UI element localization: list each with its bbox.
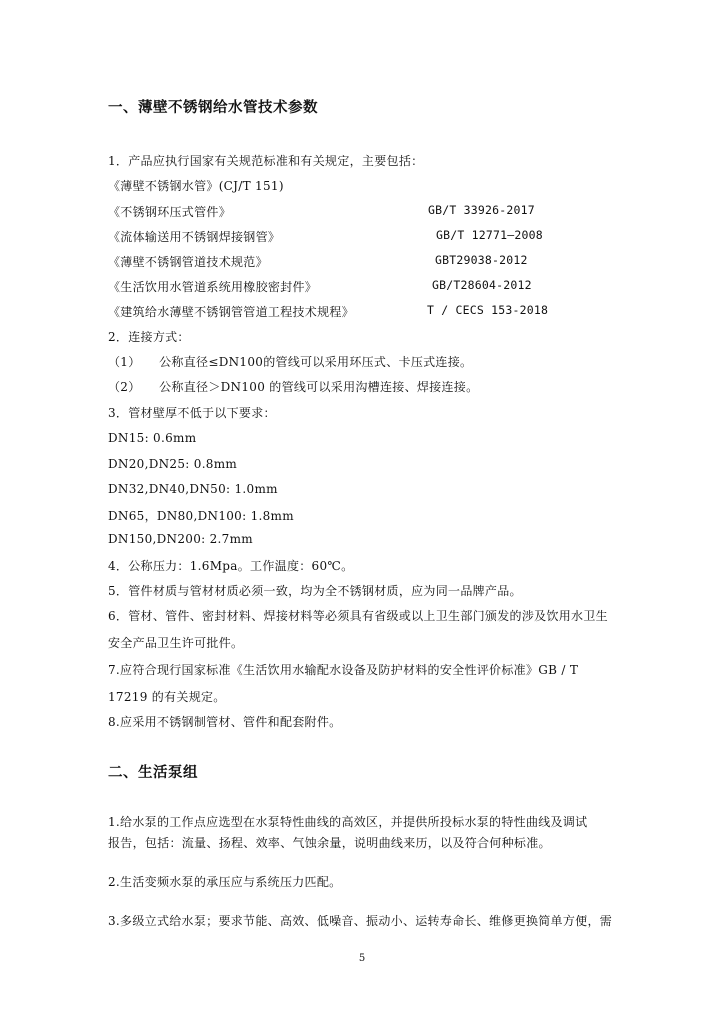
standard-name-6: 《建筑给水薄壁不锈钢管管道工程技术规程》 — [108, 305, 355, 319]
standard-name-3: 《流体输送用不锈钢焊接钢管》 — [108, 230, 281, 244]
standard-code-3: GB/T 12771—2008 — [436, 228, 543, 242]
item1-intro: 1．产品应执行国家有关规范标准和有关规定，主要包括： — [108, 154, 424, 168]
item7-line1: 7.应符合现行国家标准《生活饮用水输配水设备及防护材料的安全性评价标准》GB / T — [108, 663, 579, 677]
item5: 5．管件材质与管材材质必须一致，均为全不锈钢材质，应为同一品牌产品。 — [108, 584, 522, 598]
standard-name-2: 《不锈钢环压式管件》 — [108, 205, 232, 219]
pump-paragraph3: 3.多级立式给水泵；要求节能、高效、低噪音、振动小、运转寿命长、维修更换简单方便，需 — [108, 914, 613, 928]
standard-name-5: 《生活饮用水管道系统用橡胶密封件》 — [108, 280, 318, 294]
item8: 8.应采用不锈钢制管材、管件和配套附件。 — [108, 715, 342, 729]
pump-paragraph2: 2.生活变频水泵的承压应与系统压力匹配。 — [108, 875, 342, 889]
item6-line1: 6．管材、管件、密封材料、焊接材料等必须具有省级或以上卫生部门颁发的涉及饮用水卫生 — [108, 609, 608, 623]
wall-thickness-5: DN150,DN200: 2.7mm — [108, 532, 253, 546]
wall-thickness-1: DN15: 0.6mm — [108, 431, 197, 445]
pump-paragraph1-line2: 报告，包括：流量、扬程、效率、气蚀余量，说明曲线来历，以及符合何种标准。 — [108, 836, 551, 850]
item7-line2: 17219 的有关规定。 — [108, 690, 226, 704]
wall-thickness-3: DN32,DN40,DN50: 1.0mm — [108, 482, 278, 496]
section1-heading: 一、薄壁不锈钢给水管技术参数 — [108, 100, 318, 116]
pump-paragraph1-line1: 1.给水泵的工作点应选型在水泵特性曲线的高效区，并提供所投标水泵的特性曲线及调试 — [108, 815, 588, 829]
standard-name-1: 《薄壁不锈钢水管》(CJ/T 151) — [108, 179, 284, 193]
item2-heading: 2．连接方式： — [108, 330, 190, 344]
connection-2: （2） 公称直径＞DN100 的管线可以采用沟槽连接、焊接连接。 — [108, 380, 479, 394]
standard-code-4: GBT29038-2012 — [435, 253, 528, 267]
item4: 4．公称压力：1.6Mpa。工作温度：60℃。 — [108, 559, 354, 573]
item6-line2: 安全产品卫生许可批件。 — [108, 636, 244, 650]
section2-heading: 二、生活泵组 — [108, 765, 198, 781]
connection-1: （1） 公称直径≤DN100的管线可以采用环压式、卡压式连接。 — [108, 355, 473, 369]
standard-code-5: GB/T28604-2012 — [432, 278, 532, 292]
standard-name-4: 《薄壁不锈钢管道技术规范》 — [108, 255, 268, 269]
page-number: 5 — [358, 953, 366, 964]
wall-thickness-4: DN65，DN80,DN100: 1.8mm — [108, 509, 294, 523]
wall-thickness-2: DN20,DN25: 0.8mm — [108, 457, 238, 471]
item3-heading: 3．管材壁厚不低于以下要求： — [108, 406, 276, 420]
standard-code-6: T / CECS 153-2018 — [427, 303, 549, 317]
standard-code-2: GB/T 33926-2017 — [428, 203, 535, 217]
